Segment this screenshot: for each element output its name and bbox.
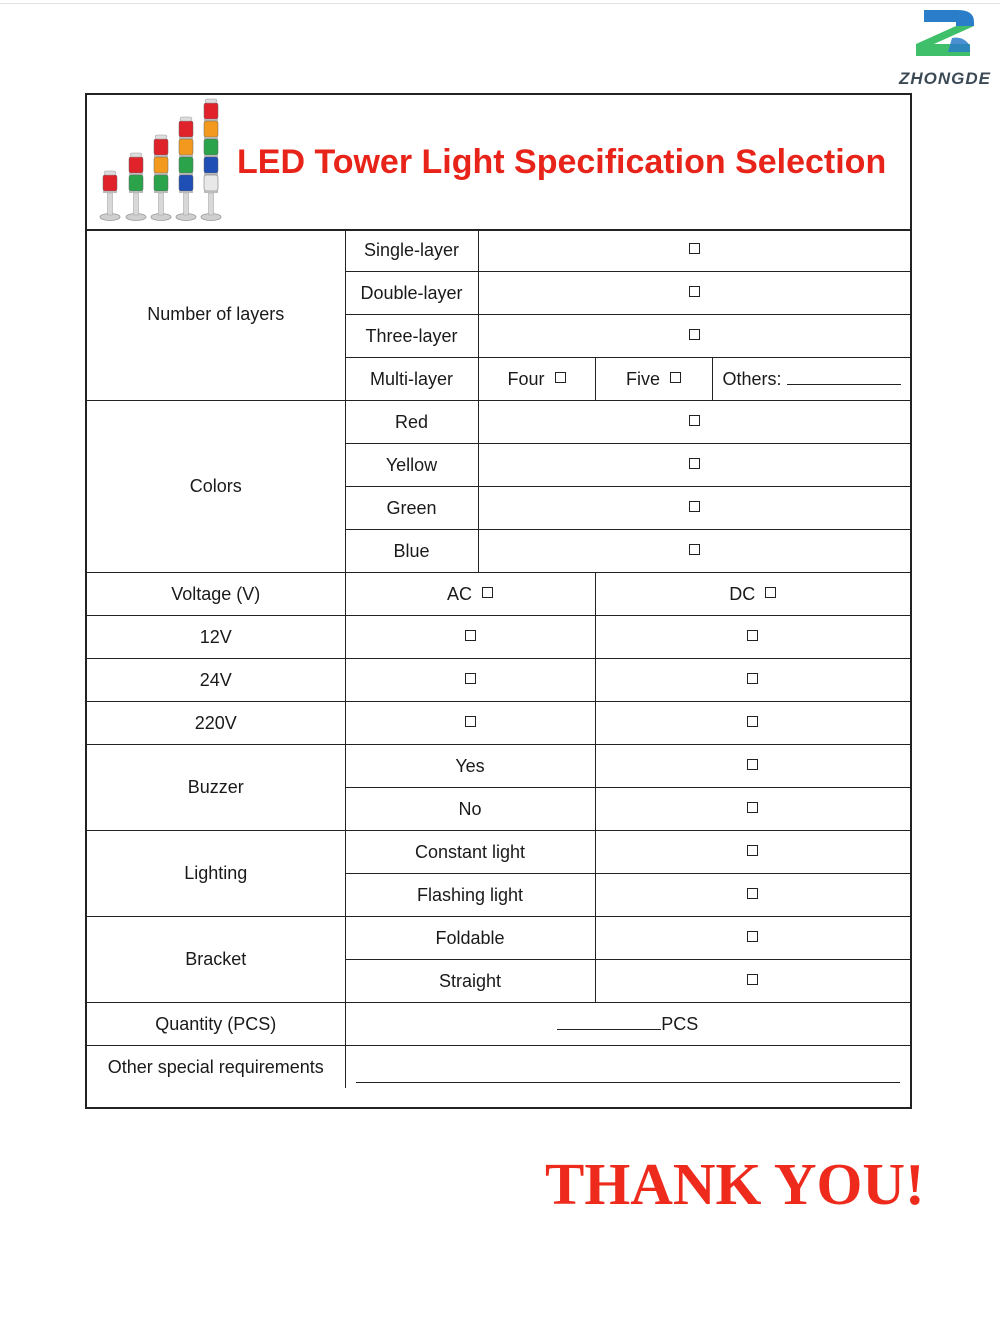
option-yes: Yes: [345, 745, 595, 788]
voltage-24v: 24V: [87, 659, 345, 702]
table-row: [87, 229, 910, 272]
ac-label: AC: [446, 583, 472, 604]
checkbox-cell: [478, 401, 910, 444]
12v-dc-checkbox[interactable]: [747, 630, 758, 641]
three-layer-checkbox[interactable]: [689, 329, 700, 340]
table-row: [87, 1003, 910, 1046]
option-constant-light: Constant light: [345, 831, 595, 874]
checkbox-cell: [345, 616, 595, 659]
blue-checkbox[interactable]: [689, 544, 700, 555]
checkbox-cell: [595, 616, 910, 659]
ac-checkbox[interactable]: [482, 587, 493, 598]
dc-label: DC: [729, 583, 756, 604]
flashing-light-checkbox[interactable]: [747, 888, 758, 899]
option-straight: Straight: [345, 960, 595, 1003]
checkbox-cell: [595, 788, 910, 831]
four-cell: [478, 358, 595, 401]
option-three-layer: Three-layer: [345, 315, 478, 358]
other-requirements-label: Other special requirements: [87, 1046, 345, 1089]
others-label: Others:: [722, 368, 782, 389]
others-cell: [712, 358, 910, 401]
buzzer-no-checkbox[interactable]: [747, 802, 758, 813]
table-row: [87, 745, 910, 788]
checkbox-cell: [595, 831, 910, 874]
dc-cell: [595, 573, 910, 616]
voltage-label: Voltage (V): [87, 573, 345, 616]
tower-light-product-image: [97, 97, 227, 225]
others-input-line[interactable]: [787, 370, 901, 385]
option-no: No: [345, 788, 595, 831]
220v-ac-checkbox[interactable]: [465, 716, 476, 727]
option-yellow: Yellow: [345, 444, 478, 487]
checkbox-cell: [478, 272, 910, 315]
option-flashing-light: Flashing light: [345, 874, 595, 917]
table-row: [87, 831, 910, 874]
24v-ac-checkbox[interactable]: [465, 673, 476, 684]
layers-label: Number of layers: [87, 229, 345, 401]
option-red: Red: [345, 401, 478, 444]
12v-ac-checkbox[interactable]: [465, 630, 476, 641]
quantity-cell: [345, 1003, 910, 1046]
other-requirements-input-line[interactable]: [356, 1052, 901, 1083]
red-checkbox[interactable]: [689, 415, 700, 426]
ac-cell: [345, 573, 595, 616]
option-single-layer: Single-layer: [345, 229, 478, 272]
checkbox-cell: [478, 530, 910, 573]
checkbox-cell: [595, 917, 910, 960]
spec-table: [87, 229, 910, 1088]
table-row: [87, 702, 910, 745]
green-checkbox[interactable]: [689, 501, 700, 512]
checkbox-cell: [478, 444, 910, 487]
four-label: Four: [507, 368, 545, 389]
option-foldable: Foldable: [345, 917, 595, 960]
bracket-label: Bracket: [87, 917, 345, 1003]
table-row: [87, 616, 910, 659]
thank-you-text: THANK YOU!: [545, 1151, 925, 1217]
checkbox-cell: [478, 487, 910, 530]
top-rule: [0, 3, 1000, 4]
specification-form: [85, 93, 912, 1109]
double-layer-checkbox[interactable]: [689, 286, 700, 297]
other-requirements-cell: [345, 1046, 910, 1089]
straight-checkbox[interactable]: [747, 974, 758, 985]
table-row: [87, 573, 910, 616]
220v-dc-checkbox[interactable]: [747, 716, 758, 727]
checkbox-cell: [595, 659, 910, 702]
checkbox-cell: [595, 702, 910, 745]
24v-dc-checkbox[interactable]: [747, 673, 758, 684]
five-cell: [595, 358, 712, 401]
quantity-input-line[interactable]: [557, 1015, 661, 1030]
logo-text: ZHONGDE: [899, 69, 991, 88]
form-title: LED Tower Light Specification Selection: [237, 143, 887, 181]
table-row: [87, 917, 910, 960]
table-row: [87, 659, 910, 702]
buzzer-label: Buzzer: [87, 745, 345, 831]
lighting-label: Lighting: [87, 831, 345, 917]
checkbox-cell: [345, 659, 595, 702]
option-green: Green: [345, 487, 478, 530]
foldable-checkbox[interactable]: [747, 931, 758, 942]
colors-label: Colors: [87, 401, 345, 573]
four-checkbox[interactable]: [555, 372, 566, 383]
checkbox-cell: [595, 874, 910, 917]
five-label: Five: [625, 368, 660, 389]
five-checkbox[interactable]: [670, 372, 681, 383]
checkbox-cell: [478, 229, 910, 272]
constant-light-checkbox[interactable]: [747, 845, 758, 856]
yellow-checkbox[interactable]: [689, 458, 700, 469]
dc-checkbox[interactable]: [765, 587, 776, 598]
option-blue: Blue: [345, 530, 478, 573]
zhongde-logo-icon: [912, 8, 976, 58]
checkbox-cell: [345, 702, 595, 745]
checkbox-cell: [595, 960, 910, 1003]
checkbox-cell: [478, 315, 910, 358]
quantity-unit: PCS: [661, 1013, 699, 1034]
option-multi-layer: Multi-layer: [345, 358, 478, 401]
table-row: [87, 401, 910, 444]
buzzer-yes-checkbox[interactable]: [747, 759, 758, 770]
single-layer-checkbox[interactable]: [689, 243, 700, 254]
voltage-220v: 220V: [87, 702, 345, 745]
table-row: [87, 1046, 910, 1089]
checkbox-cell: [595, 745, 910, 788]
voltage-12v: 12V: [87, 616, 345, 659]
option-double-layer: Double-layer: [345, 272, 478, 315]
brand-logo: [900, 8, 1000, 88]
title-row: [87, 95, 910, 231]
quantity-label: Quantity (PCS): [87, 1003, 345, 1046]
